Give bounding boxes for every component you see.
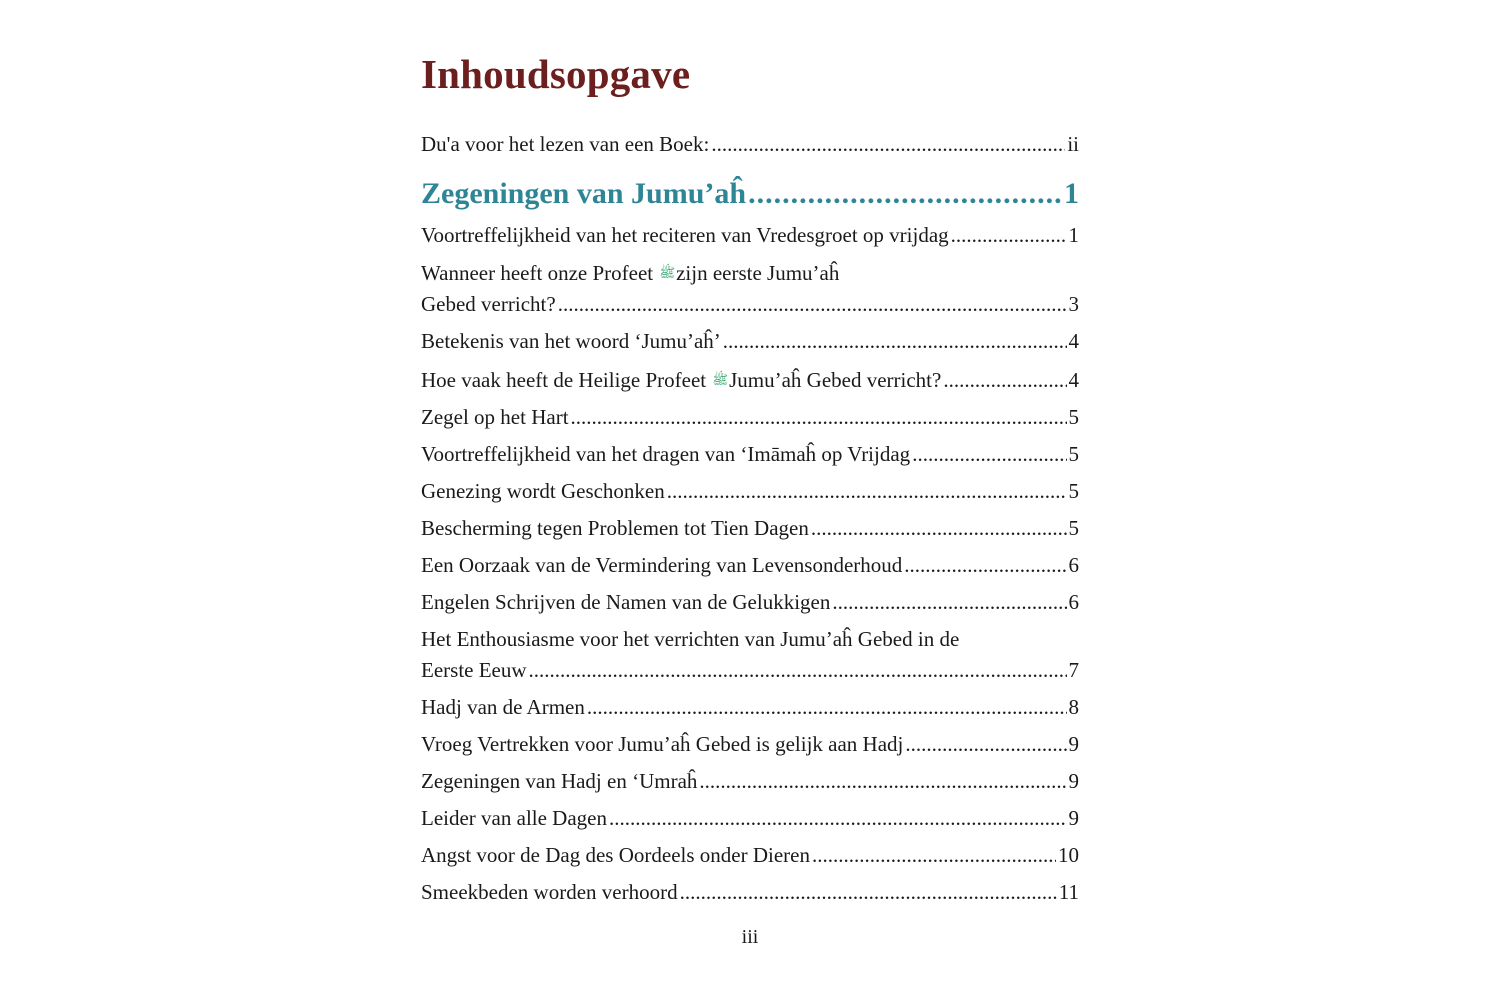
dot-leader: [609, 806, 1067, 830]
toc-entry-label: Voortreffelijkheid van het reciteren van Vredesgroet op vrijdag: [421, 223, 949, 247]
toc-entry-label: Voortreffelijkheid van het dragen van ‘Imāmaĥ op Vrijdag: [421, 442, 911, 466]
toc-entry-label: Wanneer heeft onze Profeet: [421, 261, 654, 285]
toc-entry-label: Vroeg Vertrekken voor Jumu’aĥ Gebed is gelijk aan Hadj: [421, 732, 904, 756]
toc-entry-page: 5: [1068, 442, 1079, 466]
dot-leader: [832, 590, 1066, 614]
toc-entry[interactable]: [421, 590, 1079, 614]
toc-entry-page: 5: [1068, 516, 1079, 540]
toc-entry-page: 4: [1068, 368, 1079, 392]
dot-leader: [723, 329, 1067, 353]
toc-entry-dua[interactable]: [421, 132, 1079, 156]
toc-entry-label: Eerste Eeuw: [421, 658, 527, 682]
toc-entry-two-line[interactable]: [421, 627, 1079, 682]
toc-entry[interactable]: [421, 442, 1079, 466]
dot-leader: [904, 553, 1066, 577]
toc-entry-page: 9: [1068, 806, 1079, 830]
dot-leader: [571, 405, 1067, 429]
dot-leader: [905, 732, 1066, 756]
dot-leader: [811, 516, 1067, 540]
salawat-icon: ﷺ: [659, 266, 676, 281]
toc-entry-label: Hoe vaak heeft de Heilige Profeet: [421, 368, 707, 392]
toc-entry-page: 11: [1058, 880, 1079, 904]
toc-chapter-heading[interactable]: [421, 174, 1079, 214]
toc-entry-line1: [421, 261, 1079, 286]
toc-entry-page: 9: [1068, 769, 1079, 793]
toc-entry-label: Leider van alle Dagen: [421, 806, 607, 830]
toc-entry-page: 7: [1068, 658, 1079, 682]
toc-entry-label: Smeekbeden worden verhoord: [421, 880, 678, 904]
dot-leader: [943, 368, 1066, 392]
toc-entry-page: 10: [1058, 843, 1079, 867]
toc-entry-page: 5: [1068, 479, 1079, 503]
toc-entry-label: Een Oorzaak van de Vermindering van Levensonderhoud: [421, 553, 903, 577]
page-number: iii: [741, 926, 759, 948]
toc-entry[interactable]: [421, 695, 1079, 719]
chapter-page: 1: [1064, 177, 1079, 210]
toc-entry[interactable]: [421, 732, 1079, 756]
toc-entry[interactable]: [421, 769, 1079, 793]
toc-entry-page: 5: [1068, 405, 1079, 429]
toc-page: [421, 0, 1079, 1000]
toc-entry-page: 6: [1068, 553, 1079, 577]
toc-entry[interactable]: [421, 516, 1079, 540]
toc-entry-page: ii: [1067, 132, 1079, 156]
toc-entry-label: Genezing wordt Geschonken: [421, 479, 665, 503]
toc-entry[interactable]: [421, 329, 1079, 353]
toc-entry[interactable]: [421, 223, 1079, 247]
toc-entry-label: Du'a voor het lezen van een Boek:: [421, 132, 710, 156]
toc-entry[interactable]: [421, 368, 1079, 393]
toc-entry-label-wrap: [421, 368, 941, 393]
chapter-label: Zegeningen van Jumu’aĥ: [421, 177, 747, 210]
toc-entry-label: Jumu’aĥ Gebed verricht?: [729, 368, 942, 392]
dot-leader: [587, 695, 1067, 719]
toc-entry[interactable]: [421, 553, 1079, 577]
toc-entry-page: 4: [1068, 329, 1079, 353]
toc-entry[interactable]: [421, 843, 1079, 867]
dot-leader: [667, 479, 1067, 503]
dot-leader: [951, 223, 1067, 247]
page-title: Inhoudsopgave: [421, 51, 691, 97]
toc-entry-label: zijn eerste Jumu’aĥ: [676, 261, 840, 285]
toc-entry-page: 9: [1068, 732, 1079, 756]
dot-leader: [711, 132, 1065, 156]
toc-entry-two-line[interactable]: [421, 261, 1079, 316]
salawat-icon: ﷺ: [712, 373, 729, 388]
toc-entry[interactable]: [421, 405, 1079, 429]
toc-entry-page: 6: [1068, 590, 1079, 614]
dot-leader: [699, 769, 1066, 793]
toc-entry-label: Angst voor de Dag des Oordeels onder Dieren: [421, 843, 810, 867]
dot-leader: [529, 658, 1067, 682]
toc-entry-page: 1: [1068, 223, 1079, 247]
toc-entry-label: Engelen Schrijven de Namen van de Gelukkigen: [421, 590, 831, 614]
toc-entry[interactable]: [421, 479, 1079, 503]
toc-entry-page: 3: [1068, 292, 1079, 316]
toc-entry-label: Bescherming tegen Problemen tot Tien Dagen: [421, 516, 809, 540]
toc-entry[interactable]: [421, 806, 1079, 830]
toc-entry-label: Gebed verricht?: [421, 292, 556, 316]
dot-leader: [748, 174, 1062, 214]
dot-leader: [558, 292, 1067, 316]
toc-entry-page: 8: [1068, 695, 1079, 719]
dot-leader: [912, 442, 1066, 466]
dot-leader: [812, 843, 1056, 867]
toc-entry-label: Zegel op het Hart: [421, 405, 569, 429]
dot-leader: [680, 880, 1057, 904]
toc-entry[interactable]: [421, 880, 1079, 904]
toc-entry-label: Hadj van de Armen: [421, 695, 585, 719]
toc-entry-label: Betekenis van het woord ‘Jumu’aĥ’: [421, 329, 721, 353]
toc-entry-label: Het Enthousiasme voor het verrichten van Jumu’aĥ Gebed in de: [421, 627, 960, 651]
toc-entry-label: Zegeningen van Hadj en ‘Umraĥ: [421, 769, 698, 793]
